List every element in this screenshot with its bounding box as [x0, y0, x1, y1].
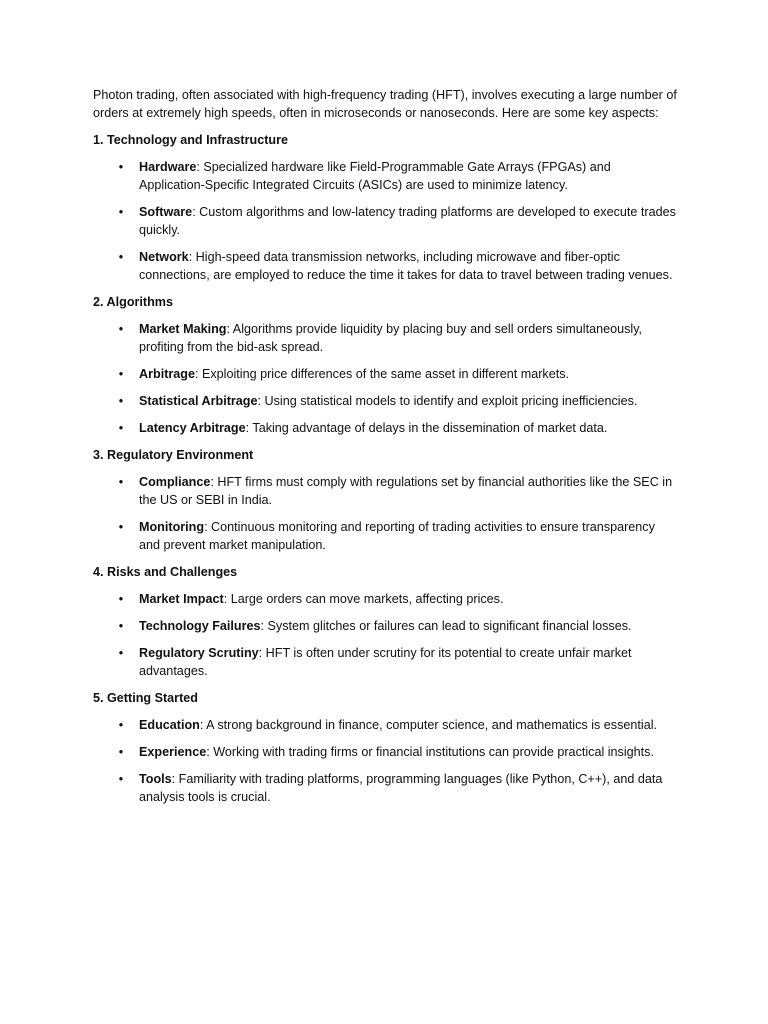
bullet-term: Arbitrage	[139, 367, 195, 381]
bullet-icon: •	[118, 421, 124, 435]
term-separator: :	[188, 250, 193, 264]
section-risks	[93, 563, 678, 680]
bullet-item-experience	[93, 743, 678, 761]
term-separator: :	[199, 718, 204, 732]
bullet-item-market-making	[93, 320, 678, 356]
term-separator: :	[171, 772, 176, 786]
bullet-item-regulatory-scrutiny	[93, 644, 678, 680]
bullet-list	[93, 158, 678, 284]
bullet-term: Experience	[139, 745, 207, 759]
bullet-text: Custom algorithms and low-latency trading platforms are developed to execute trades quickly.	[139, 205, 676, 237]
bullet-text: Familiarity with trading platforms, programming languages (like Python, C++), and data analysis tools is crucial.	[139, 772, 663, 804]
bullet-item-hardware	[93, 158, 678, 194]
bullet-term: Monitoring	[139, 520, 205, 534]
bullet-icon: •	[118, 322, 124, 336]
term-separator: :	[204, 520, 208, 534]
section-heading: 2. Algorithms	[93, 295, 174, 309]
term-separator: :	[226, 322, 230, 336]
bullet-term: Latency Arbitrage	[139, 421, 246, 435]
term-separator: :	[223, 592, 228, 606]
bullet-text: Taking advantage of delays in the dissemination of market data.	[249, 421, 608, 435]
bullet-item-monitoring	[93, 518, 678, 554]
bullet-item-tools	[93, 770, 678, 806]
term-separator: :	[257, 394, 262, 408]
bullet-icon: •	[118, 205, 124, 219]
section-heading: 3. Regulatory Environment	[93, 448, 254, 462]
bullet-item-market-impact	[93, 590, 678, 608]
term-separator: :	[210, 475, 214, 489]
section-heading: 1. Technology and Infrastructure	[93, 133, 288, 147]
bullet-list	[93, 320, 678, 437]
bullet-icon: •	[118, 475, 124, 489]
bullet-item-network	[93, 248, 678, 284]
bullet-text: HFT firms must comply with regulations set by financial authorities like the SEC in the US or SEBI in India.	[139, 475, 673, 507]
bullet-list	[93, 590, 678, 680]
bullet-item-software	[93, 203, 678, 239]
term-separator: :	[206, 745, 210, 759]
bullet-term: Network	[139, 250, 189, 264]
section-heading: 5. Getting Started	[93, 691, 198, 705]
bullet-list	[93, 716, 678, 806]
bullet-icon: •	[118, 619, 124, 633]
bullet-item-latency-arbitrage	[93, 419, 678, 437]
bullet-list	[93, 473, 678, 554]
section-getting-started	[93, 689, 678, 806]
bullet-item-technology-failures	[93, 617, 678, 635]
bullet-term: Tools	[139, 772, 172, 786]
bullet-text: Large orders can move markets, affecting prices.	[227, 592, 504, 606]
bullet-item-compliance	[93, 473, 678, 509]
bullet-term: Technology Failures	[139, 619, 261, 633]
section-algorithms	[93, 293, 678, 437]
bullet-icon: •	[118, 592, 124, 606]
bullet-term: Hardware	[139, 160, 197, 174]
bullet-item-education	[93, 716, 678, 734]
bullet-text: A strong background in finance, computer science, and mathematics is essential.	[203, 718, 657, 732]
bullet-icon: •	[118, 250, 124, 264]
section-regulatory	[93, 446, 678, 554]
bullet-term: Statistical Arbitrage	[139, 394, 258, 408]
section-technology	[93, 131, 678, 284]
bullet-icon: •	[118, 745, 124, 759]
bullet-text: Exploiting price differences of the same asset in different markets.	[198, 367, 570, 381]
term-separator: :	[258, 646, 263, 660]
bullet-icon: •	[118, 772, 124, 786]
intro-paragraph: Photon trading, often associated with high-frequency trading (HFT), involves executing a large number of orders at extremely high speeds, often in microseconds or nanoseconds. Here are some key aspects:	[93, 88, 677, 120]
bullet-term: Regulatory Scrutiny	[139, 646, 259, 660]
bullet-text: HFT is often under scrutiny for its potential to create unfair market advantages.	[139, 646, 632, 678]
term-separator: :	[196, 160, 200, 174]
term-separator: :	[194, 367, 199, 381]
term-separator: :	[192, 205, 196, 219]
term-separator: :	[245, 421, 250, 435]
bullet-icon: •	[118, 367, 124, 381]
section-heading: 4. Risks and Challenges	[93, 565, 238, 579]
bullet-icon: •	[118, 394, 124, 408]
bullet-term: Market Impact	[139, 592, 224, 606]
bullet-text: High-speed data transmission networks, including microwave and fiber-optic connections, are employed to reduce the time it takes for data to travel between trading venues.	[139, 250, 673, 282]
bullet-icon: •	[118, 520, 124, 534]
bullet-item-statistical-arbitrage	[93, 392, 678, 410]
bullet-text: Using statistical models to identify and exploit pricing inefficiencies.	[261, 394, 638, 408]
bullet-text: Working with trading firms or financial institutions can provide practical insights.	[209, 745, 654, 759]
term-separator: :	[260, 619, 265, 633]
bullet-term: Software	[139, 205, 193, 219]
bullet-text: System glitches or failures can lead to significant financial losses.	[264, 619, 632, 633]
bullet-item-arbitrage	[93, 365, 678, 383]
bullet-icon: •	[118, 718, 124, 732]
bullet-text: Algorithms provide liquidity by placing buy and sell orders simultaneously, profiting from the bid-ask spread.	[139, 322, 643, 354]
bullet-text: Specialized hardware like Field-Programmable Gate Arrays (FPGAs) and Application-Specific Integrated Circuits (ASICs) are used to minimize latency.	[139, 160, 611, 192]
bullet-icon: •	[118, 646, 124, 660]
bullet-term: Compliance	[139, 475, 211, 489]
bullet-text: Continuous monitoring and reporting of trading activities to ensure transparency and prevent market manipulation.	[139, 520, 655, 552]
bullet-term: Education	[139, 718, 200, 732]
bullet-icon: •	[118, 160, 124, 174]
bullet-term: Market Making	[139, 322, 227, 336]
